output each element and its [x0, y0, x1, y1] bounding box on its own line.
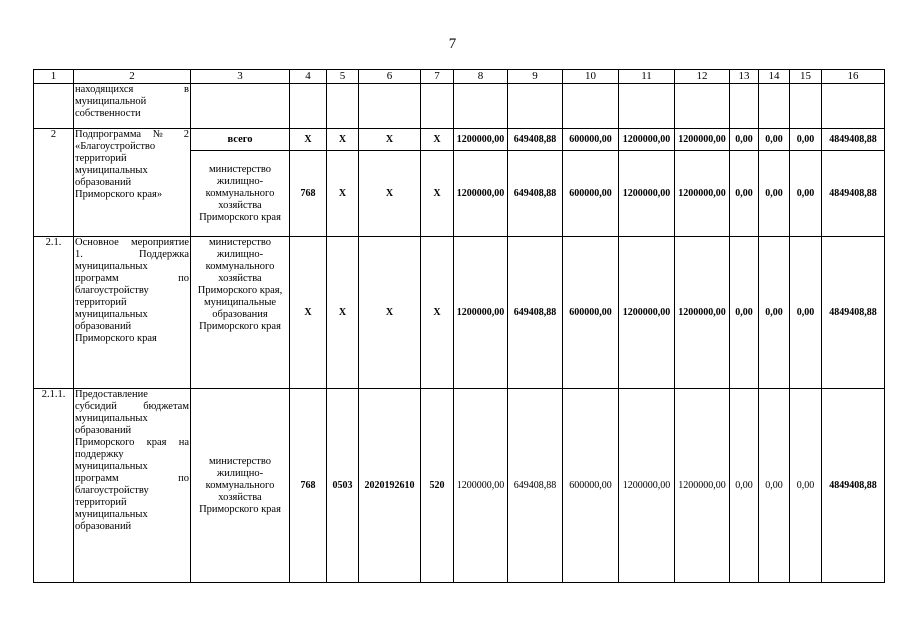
- executor-cell: министерство жилищно-коммунального хозяйства Приморского края: [191, 389, 290, 583]
- value-cell: 1200000,00: [675, 129, 730, 151]
- value-cell: 1200000,00: [454, 237, 508, 389]
- value-cell: 0,00: [759, 389, 790, 583]
- column-header: 12: [675, 70, 730, 84]
- column-header: 4: [290, 70, 327, 84]
- value-cell: 600000,00: [563, 237, 619, 389]
- value-cell: 2020192610: [359, 389, 421, 583]
- value-cell: 600000,00: [563, 129, 619, 151]
- value-cell: 1200000,00: [675, 151, 730, 237]
- value-cell: 1200000,00: [619, 389, 675, 583]
- row-number-cell: 2: [34, 129, 74, 237]
- value-cell: 0,00: [730, 151, 759, 237]
- table-row-subsidy: [34, 389, 885, 583]
- value-cell: 4849408,88: [822, 389, 885, 583]
- row-name-cell: находящихся в муниципальной собственности: [74, 84, 191, 129]
- column-header: 6: [359, 70, 421, 84]
- table-row-main-activity: [34, 237, 885, 389]
- value-cell: 1200000,00: [619, 151, 675, 237]
- column-header: 10: [563, 70, 619, 84]
- value-cell: 1200000,00: [619, 129, 675, 151]
- value-cell: 4849408,88: [822, 237, 885, 389]
- value-cell: 649408,88: [508, 151, 563, 237]
- row-number-cell: 2.1.1.: [34, 389, 74, 583]
- value-cell: 0,00: [730, 389, 759, 583]
- value-cell: 600000,00: [563, 389, 619, 583]
- value-cell: Х: [359, 151, 421, 237]
- executor-cell: министерство жилищно-коммунального хозяйства Приморского края, муниципальные образования Приморского края: [191, 237, 290, 389]
- column-header: 9: [508, 70, 563, 84]
- value-cell: 4849408,88: [822, 129, 885, 151]
- column-header: 8: [454, 70, 508, 84]
- value-cell: Х: [290, 237, 327, 389]
- value-cell: 768: [290, 151, 327, 237]
- value-cell: 0,00: [790, 129, 822, 151]
- value-cell: Х: [421, 151, 454, 237]
- value-cell: 1200000,00: [454, 129, 508, 151]
- value-cell: 649408,88: [508, 129, 563, 151]
- column-header: 3: [191, 70, 290, 84]
- value-cell: 0,00: [790, 151, 822, 237]
- value-cell: 0,00: [790, 237, 822, 389]
- budget-table: [33, 69, 885, 583]
- row-name-cell: Предоставление субсидий бюджетам муниципальных образований Приморского края на поддержку муниципальных программ по благоустройству территорий муниципальных образований: [74, 389, 191, 583]
- column-header: 16: [822, 70, 885, 84]
- value-cell: 0,00: [730, 129, 759, 151]
- value-cell: 768: [290, 389, 327, 583]
- value-cell: Х: [421, 129, 454, 151]
- row-name-cell: Подпрограмма № 2 «Благоустройство территорий муниципальных образований Приморского края»: [74, 129, 191, 237]
- page-number: 7: [448, 36, 457, 52]
- value-cell: 520: [421, 389, 454, 583]
- table-row-continuation: [34, 84, 885, 129]
- value-cell: Х: [327, 129, 359, 151]
- value-cell: 649408,88: [508, 389, 563, 583]
- value-cell: Х: [421, 237, 454, 389]
- value-cell: Х: [327, 237, 359, 389]
- value-cell: 0,00: [759, 237, 790, 389]
- column-header: 11: [619, 70, 675, 84]
- value-cell: Х: [327, 151, 359, 237]
- executor-cell: министерство жилищно-коммунального хозяйства Приморского края: [191, 151, 290, 237]
- value-cell: Х: [290, 129, 327, 151]
- row-name-cell: Основное мероприятие 1. Поддержка муниципальных программ по благоустройству территорий муниципальных образований Приморского края: [74, 237, 191, 389]
- value-cell: 1200000,00: [675, 389, 730, 583]
- column-header: 13: [730, 70, 759, 84]
- executor-cell: всего: [191, 129, 290, 151]
- value-cell: 600000,00: [563, 151, 619, 237]
- column-number-row: [34, 70, 885, 84]
- column-header: 7: [421, 70, 454, 84]
- value-cell: 649408,88: [508, 237, 563, 389]
- value-cell: 0,00: [790, 389, 822, 583]
- column-header: 5: [327, 70, 359, 84]
- value-cell: 0,00: [730, 237, 759, 389]
- value-cell: 0503: [327, 389, 359, 583]
- table-row-subprogram-total: [34, 129, 885, 151]
- value-cell: 1200000,00: [675, 237, 730, 389]
- value-cell: Х: [359, 237, 421, 389]
- column-header: 2: [74, 70, 191, 84]
- row-number-cell: 2.1.: [34, 237, 74, 389]
- value-cell: Х: [359, 129, 421, 151]
- value-cell: 4849408,88: [822, 151, 885, 237]
- value-cell: 1200000,00: [454, 389, 508, 583]
- value-cell: 0,00: [759, 151, 790, 237]
- column-header: 14: [759, 70, 790, 84]
- column-header: 15: [790, 70, 822, 84]
- value-cell: 0,00: [759, 129, 790, 151]
- column-header: 1: [34, 70, 74, 84]
- row-number-cell: [34, 84, 74, 129]
- value-cell: 1200000,00: [454, 151, 508, 237]
- value-cell: 1200000,00: [619, 237, 675, 389]
